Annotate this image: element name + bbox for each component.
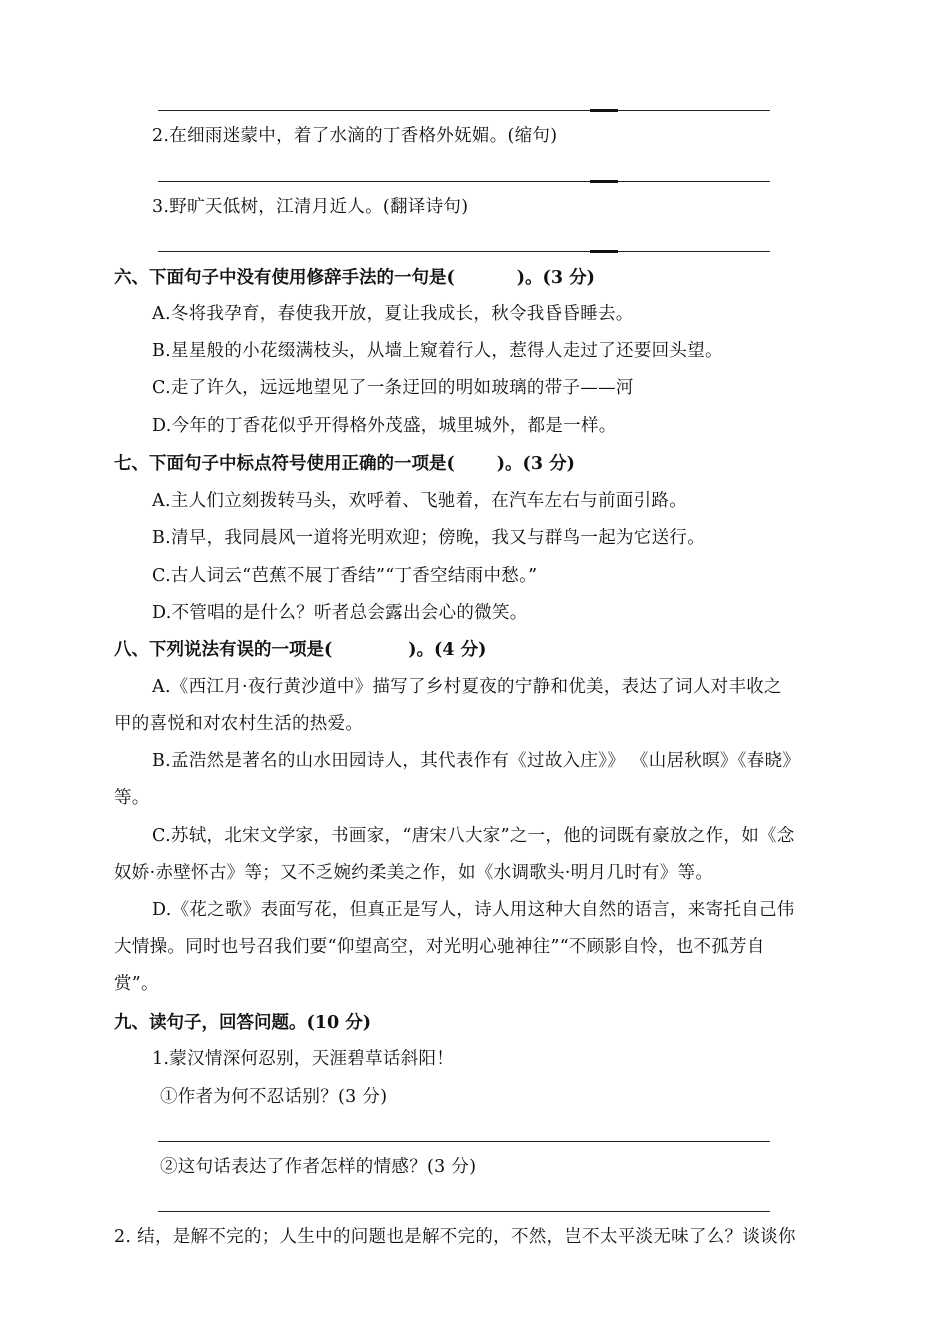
answer-line-mark-2: [590, 180, 618, 183]
question-9-1-sub2: ②这句话表达了作者怎样的情感？(3 分): [160, 1157, 477, 1177]
option-8-a-line2: 甲的喜悦和对农村生活的热爱。: [114, 714, 364, 734]
option-8-d-line3: 赏”。: [114, 974, 159, 994]
option-6-d: D.今年的丁香花似乎开得格外茂盛，城里城外，都是一样。: [152, 416, 617, 436]
option-8-d-line2: 大情操。同时也号召我们要“仰望高空，对光明心驰神往”“不顾影自怜，也不孤芳自: [114, 937, 765, 957]
answer-line-9-1[interactable]: [158, 1141, 770, 1142]
section-6-title: [114, 266, 595, 290]
option-8-c-line1: C.苏轼，北宋文学家，书画家，“唐宋八大家”之一，他的词既有豪放之作，如《念: [152, 826, 795, 846]
option-8-a-line1: A.《西江月·夜行黄沙道中》描写了乡村夏夜的宁静和优美，表达了词人对丰收之: [152, 677, 782, 697]
option-6-c: C.走了许久，远远地望见了一条迂回的明如玻璃的带子——河: [152, 378, 634, 398]
answer-line-3[interactable]: [158, 251, 770, 252]
section-6-title-text: 六、下面句子中没有使用修辞手法的一句是(: [114, 268, 455, 288]
option-7-b: B.清早，我同晨风一道将光明欢迎；傍晚，我又与群鸟一起为它送行。: [152, 528, 706, 548]
section-7-title-text: 七、下面句子中标点符号使用正确的一项是(: [114, 454, 455, 474]
option-8-d-line1: D.《花之歌》表面写花，但真正是写人，诗人用这种大自然的语言，来寄托自己伟: [152, 900, 795, 920]
option-6-a: A.冬将我孕育，春使我开放，夏让我成长，秋令我昏昏睡去。: [152, 304, 634, 324]
question-9-1-sub1: ①作者为何不忍话别？(3 分): [160, 1087, 388, 1107]
section-8-title-text: 八、下列说法有误的一项是(: [114, 640, 333, 660]
option-8-c-line2: 奴娇·赤壁怀古》等；又不乏婉约柔美之作，如《水调歌头·明月几时有》等。: [114, 863, 714, 883]
answer-line-mark-3: [590, 250, 618, 253]
option-8-b-line2: 等。: [114, 788, 150, 808]
answer-line-2[interactable]: [158, 181, 770, 182]
answer-line-1[interactable]: [158, 110, 770, 111]
section-7-title: [114, 452, 575, 476]
option-7-c: C.古人词云“芭蕉不展丁香结”“丁香空结雨中愁。”: [152, 566, 538, 586]
section-7-title-score: )。(3 分): [496, 454, 575, 474]
answer-line-mark-1: [590, 109, 618, 112]
question-9-1: 1.蒙汉情深何忍别，天涯碧草话斜阳！: [152, 1049, 455, 1069]
option-8-b-line1: B.孟浩然是著名的山水田园诗人，其代表作有《过故入庄》》 《山居秋暝》《春晓》: [152, 751, 801, 771]
option-7-a: A.主人们立刻拨转马头，欢呼着、飞驰着，在汽车左右与前面引路。: [152, 491, 687, 511]
option-7-d: D.不管唱的是什么？听者总会露出会心的微笑。: [152, 603, 528, 623]
question-5-3: 3.野旷天低树，江清月近人。(翻译诗句): [152, 197, 469, 217]
section-9-title: 九、读句子，回答问题。(10 分): [114, 1013, 372, 1033]
section-8-title-score: )。(4 分): [408, 640, 487, 660]
section-8-title: [114, 638, 486, 662]
question-5-2: 2.在细雨迷蒙中，着了水滴的丁香格外妩媚。(缩句): [152, 126, 558, 146]
option-6-b: B.星星般的小花缀满枝头，从墙上窥着行人，惹得人走过了还要回头望。: [152, 341, 723, 361]
question-9-2: 2. 结，是解不完的；人生中的问题也是解不完的，不然，岂不太平淡无味了么？谈谈你: [114, 1227, 796, 1247]
section-6-title-score: )。(3 分): [516, 268, 595, 288]
answer-line-9-2[interactable]: [158, 1211, 770, 1212]
